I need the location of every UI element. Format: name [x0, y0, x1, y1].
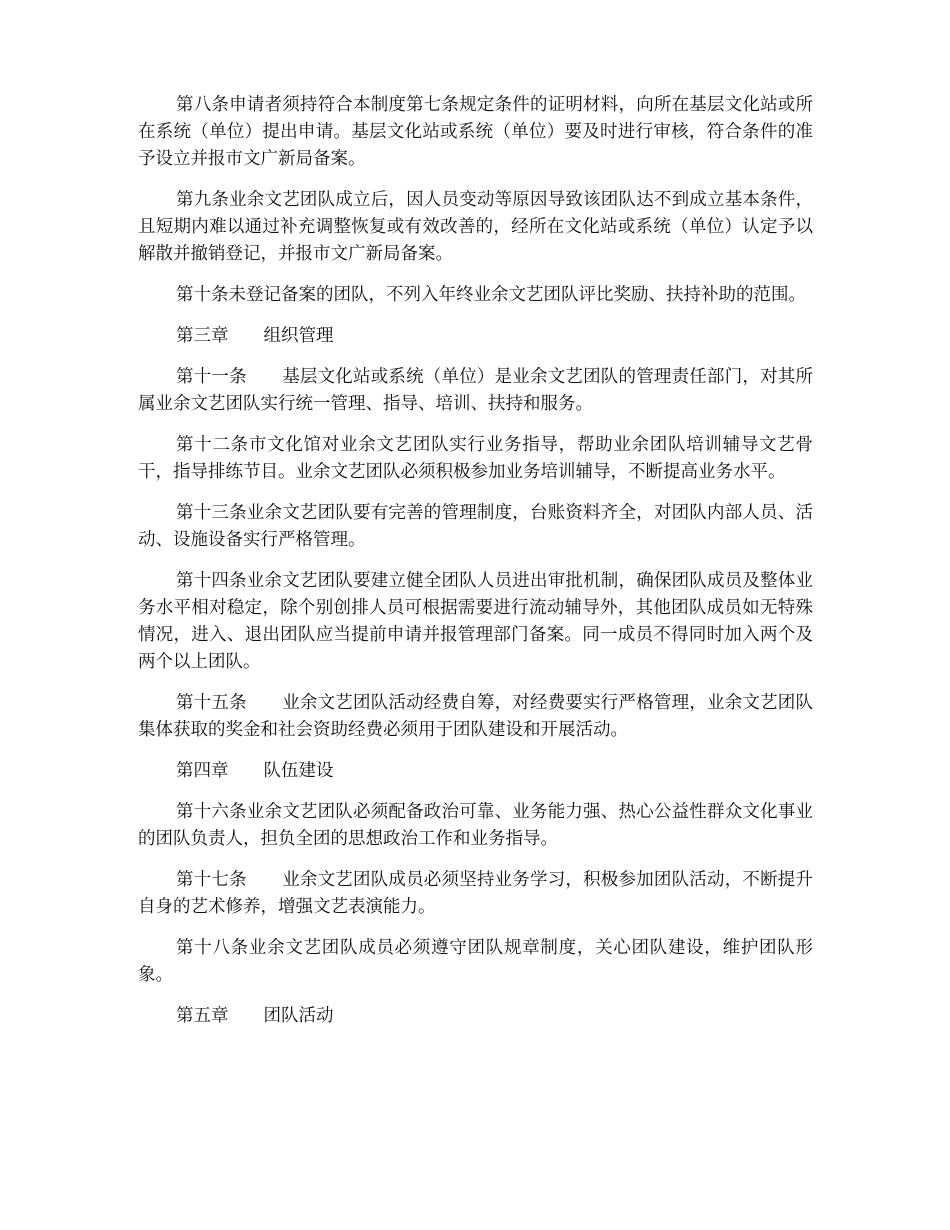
- document-page: [138, 92, 813, 1044]
- article-13-paragraph: 第十三条业余文艺团队要有完善的管理制度，台账资料齐全，对团队内部人员、活动、设施设备实行严格管理。: [138, 503, 813, 550]
- chapter-3-heading: 第三章 组织管理: [176, 326, 334, 346]
- article-10-paragraph: 第十条未登记备案的团队，不列入年终业余文艺团队评比奖励、扶持补助的范围。: [176, 285, 806, 305]
- chapter-4-heading: 第四章 队伍建设: [176, 761, 334, 781]
- chapter-5-heading: 第五章 团队活动: [176, 1006, 334, 1026]
- article-9-paragraph: 第九条业余文艺团队成立后，因人员变动等原因导致该团队达不到成立基本条件，且短期内难以通过补充调整恢复或有效改善的，经所在文化站或系统（单位）认定予以解散并撤销登记，并报市文广新局备案。: [138, 190, 813, 264]
- article-17-paragraph: 第十七条 业余文艺团队成员必须坚持业务学习，积极参加团队活动，不断提升自身的艺术修养，增强文艺表演能力。: [138, 870, 813, 917]
- article-11-paragraph: 第十一条 基层文化站或系统（单位）是业余文艺团队的管理责任部门，对其所属业余文艺团队实行统一管理、指导、培训、扶持和服务。: [138, 367, 813, 414]
- article-16-paragraph: 第十六条业余文艺团队必须配备政治可靠、业务能力强、热心公益性群众文化事业的团队负责人，担负全团的思想政治工作和业务指导。: [138, 802, 813, 849]
- article-14-paragraph: 第十四条业余文艺团队要建立健全团队人员进出审批机制，确保团队成员及整体业务水平相对稳定，除个别创排人员可根据需要进行流动辅导外，其他团队成员如无特殊情况，进入、退出团队应当提前申请并报管理部门备案。同一成员不得同时加入两个及两个以上团队。: [138, 571, 813, 672]
- article-18-paragraph: 第十八条业余文艺团队成员必须遵守团队规章制度，关心团队建设，维护团队形象。: [138, 938, 813, 985]
- article-8-paragraph: 第八条申请者须持符合本制度第七条规定条件的证明材料，向所在基层文化站或所在系统（单位）提出申请。基层文化站或系统（单位）要及时进行审核，符合条件的准予设立并报市文广新局备案。: [138, 95, 813, 169]
- article-15-paragraph: 第十五条 业余文艺团队活动经费自筹，对经费要实行严格管理，业余文艺团队集体获取的奖金和社会资助经费必须用于团队建设和开展活动。: [138, 693, 813, 740]
- article-12-paragraph: 第十二条市文化馆对业余文艺团队实行业务指导，帮助业余团队培训辅导文艺骨干，指导排练节目。业余文艺团队必须积极参加业务培训辅导，不断提高业务水平。: [138, 435, 813, 482]
